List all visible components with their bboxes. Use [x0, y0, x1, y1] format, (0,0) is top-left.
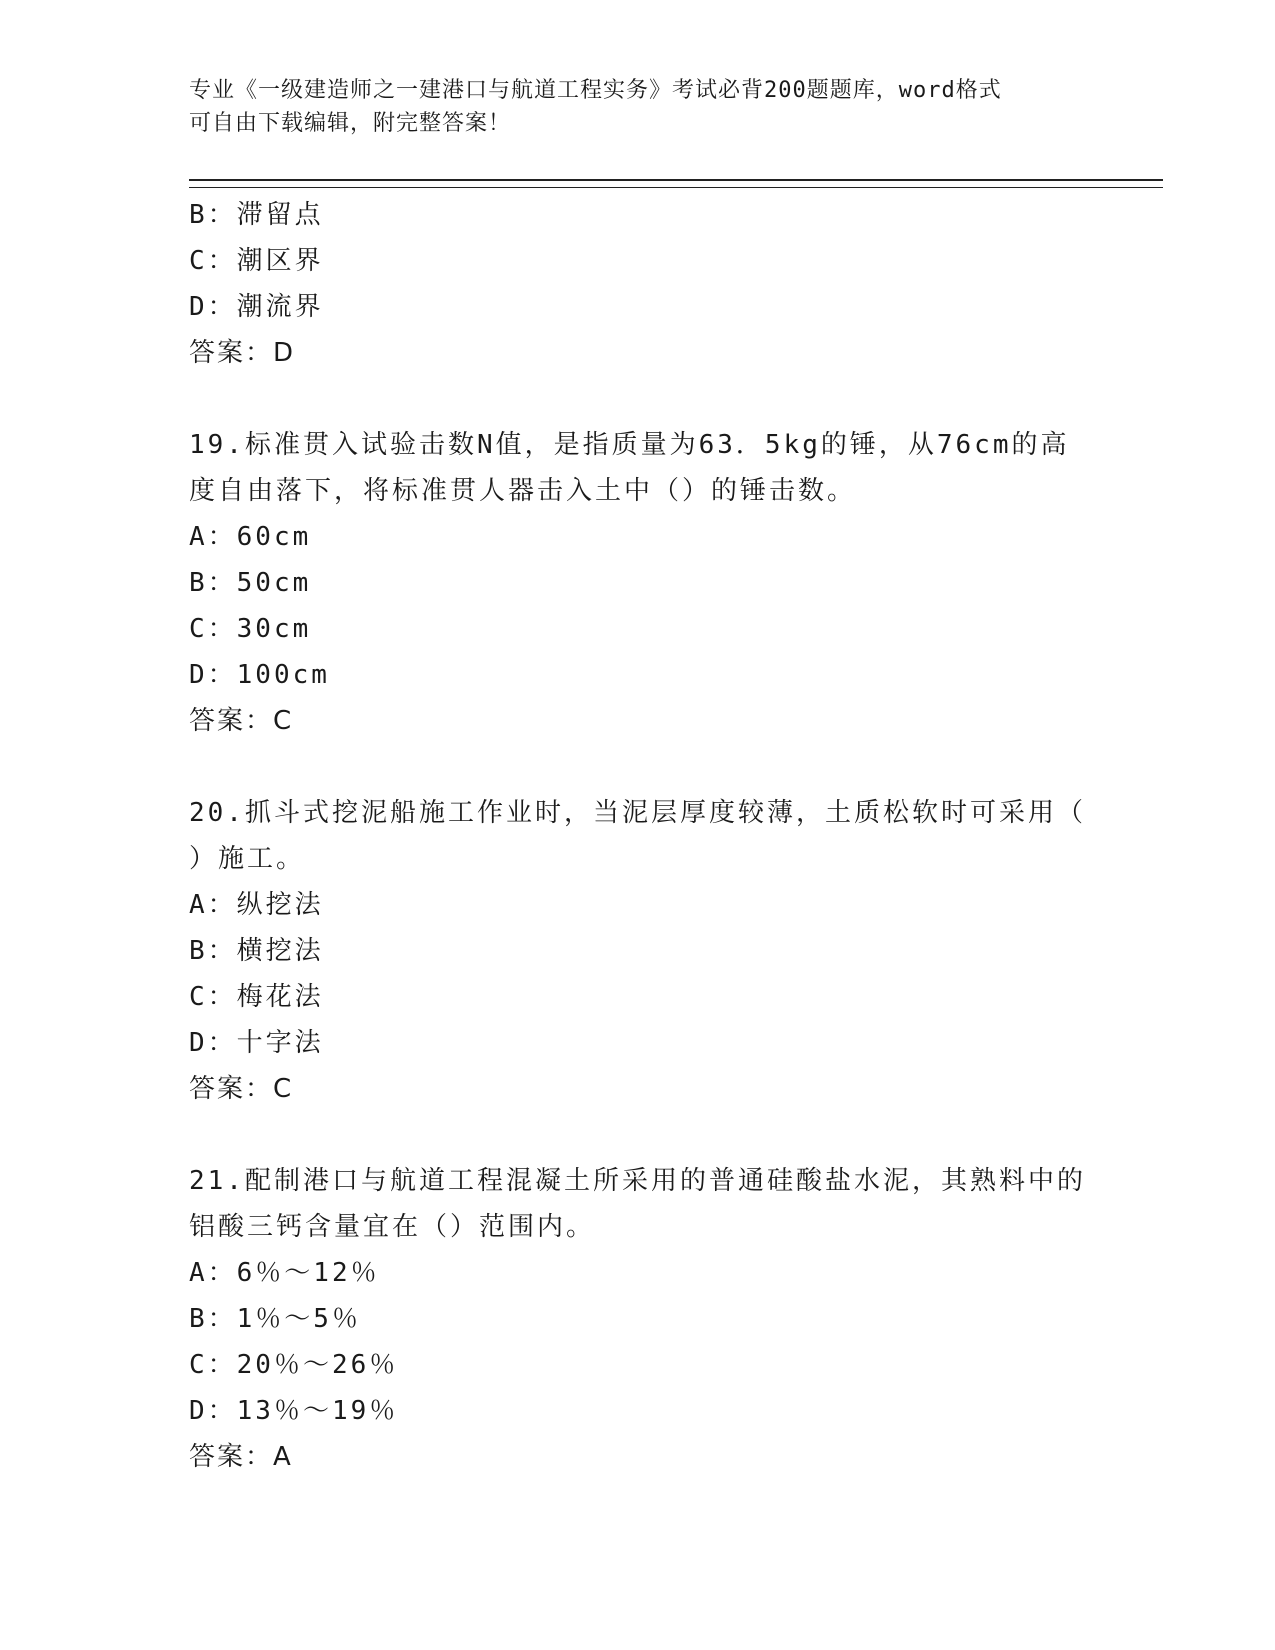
spacer [189, 744, 1089, 790]
header-divider [189, 179, 1163, 188]
spacer [189, 1112, 1089, 1158]
header-title-line-1: 专业《一级建造师之一建港口与航道工程实务》考试必背200题题库，word格式 [189, 78, 1002, 103]
answer-line: 答案：D [189, 338, 296, 368]
option-b: B：1％～5％ [189, 1304, 361, 1334]
option-d: D：100cm [189, 660, 330, 690]
question-19 [189, 422, 1089, 744]
answer-line: 答案：C [189, 1074, 294, 1104]
question-stem-continued: 度自由落下，将标准贯人器击入土中（）的锤击数。 [189, 476, 857, 506]
question-stem: 21.配制港口与航道工程混凝土所采用的普通硅酸盐水泥，其熟料中的 [189, 1166, 1086, 1196]
question-stem-continued: 铝酸三钙含量宜在（）范围内。 [189, 1212, 596, 1242]
option-c: C：梅花法 [189, 982, 324, 1012]
option-c: C：20％～26％ [189, 1350, 399, 1380]
option-b: B：横挖法 [189, 936, 324, 966]
question-18-tail [189, 192, 1089, 376]
question-list [189, 192, 1089, 1480]
option-c: C：潮区界 [189, 246, 324, 276]
option-d: D：潮流界 [189, 292, 324, 322]
question-stem-continued: ）施工。 [189, 844, 306, 874]
document-header [189, 74, 1089, 140]
question-stem: 19.标准贯入试验击数N值，是指质量为63．5kg的锤，从76cm的高 [189, 430, 1070, 460]
option-d: D：13％～19％ [189, 1396, 399, 1426]
option-a: A：60cm [189, 522, 312, 552]
question-20 [189, 790, 1089, 1112]
option-b: B：50cm [189, 568, 312, 598]
spacer [189, 376, 1089, 422]
answer-line: 答案：C [189, 706, 294, 736]
option-b: B：滞留点 [189, 200, 324, 230]
option-d: D：十字法 [189, 1028, 324, 1058]
option-a: A：纵挖法 [189, 890, 324, 920]
question-21 [189, 1158, 1089, 1480]
option-a: A：6％～12％ [189, 1258, 380, 1288]
header-title-line-2: 可自由下载编辑，附完整答案！ [189, 111, 512, 136]
answer-line: 答案：A [189, 1442, 293, 1472]
question-stem: 20.抓斗式挖泥船施工作业时，当泥层厚度较薄，土质松软时可采用（ [189, 798, 1086, 828]
option-c: C：30cm [189, 614, 312, 644]
